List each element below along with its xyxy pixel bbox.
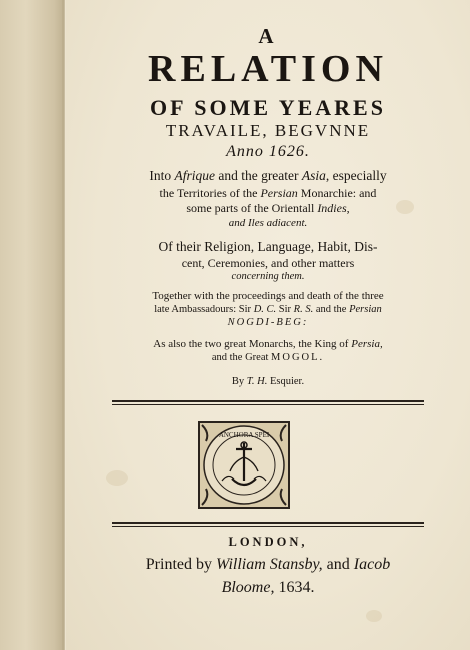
title-date: Anno 1626. (226, 143, 310, 160)
ambassadors-line: NOGDI-BEG: (227, 317, 309, 328)
monarchs-line: As also the two great Monarchs, the King of Persia, (153, 338, 383, 350)
rule-upper-thin (112, 404, 424, 405)
imprint-printers: Printed by William Stansby, and Iacob (145, 556, 391, 573)
title-page (66, 0, 470, 650)
ambassadors-line: Together with the proceedings and death of the three (152, 290, 384, 302)
imprint-year: Bloome, 1634. (221, 579, 315, 596)
description-line: the Territories of the Persian Monarchie: and (159, 186, 377, 200)
rule-upper (112, 400, 424, 402)
description-line: and Iles adiacent. (228, 217, 308, 229)
book-gutter (0, 0, 64, 650)
subject-line: cent, Ceremonies, and other matters (181, 256, 355, 270)
description-line: Into Afrique and the greater Asia, especially (149, 168, 387, 183)
rule-lower (112, 522, 424, 524)
subject-line: concerning them. (231, 271, 305, 282)
title-article: A (258, 24, 278, 48)
description-line: some parts of the Orientall Indies, (186, 201, 350, 215)
rule-lower-thin (112, 526, 424, 527)
subject-line: Of their Religion, Language, Habit, Dis- (158, 239, 378, 254)
author-line: By T. H. Esquier. (231, 376, 305, 387)
title-line-2: OF SOME YEARES (150, 95, 386, 120)
foxing-spot (106, 470, 128, 486)
foxing-spot (366, 610, 382, 622)
title-main: RELATION (148, 48, 388, 90)
printers-device (198, 421, 290, 509)
page-edge (62, 0, 65, 650)
title-line-3: TRAVAILE, BEGVNNE (165, 121, 371, 140)
ambassadors-line: late Ambassadours: Sir D. C. Sir R. S. and the Persian (154, 304, 382, 315)
imprint-city: LONDON, (228, 535, 308, 549)
monarchs-line: and the Great MOGOL. (211, 352, 325, 363)
device-motto: ANCHORA SPEI (218, 431, 270, 439)
